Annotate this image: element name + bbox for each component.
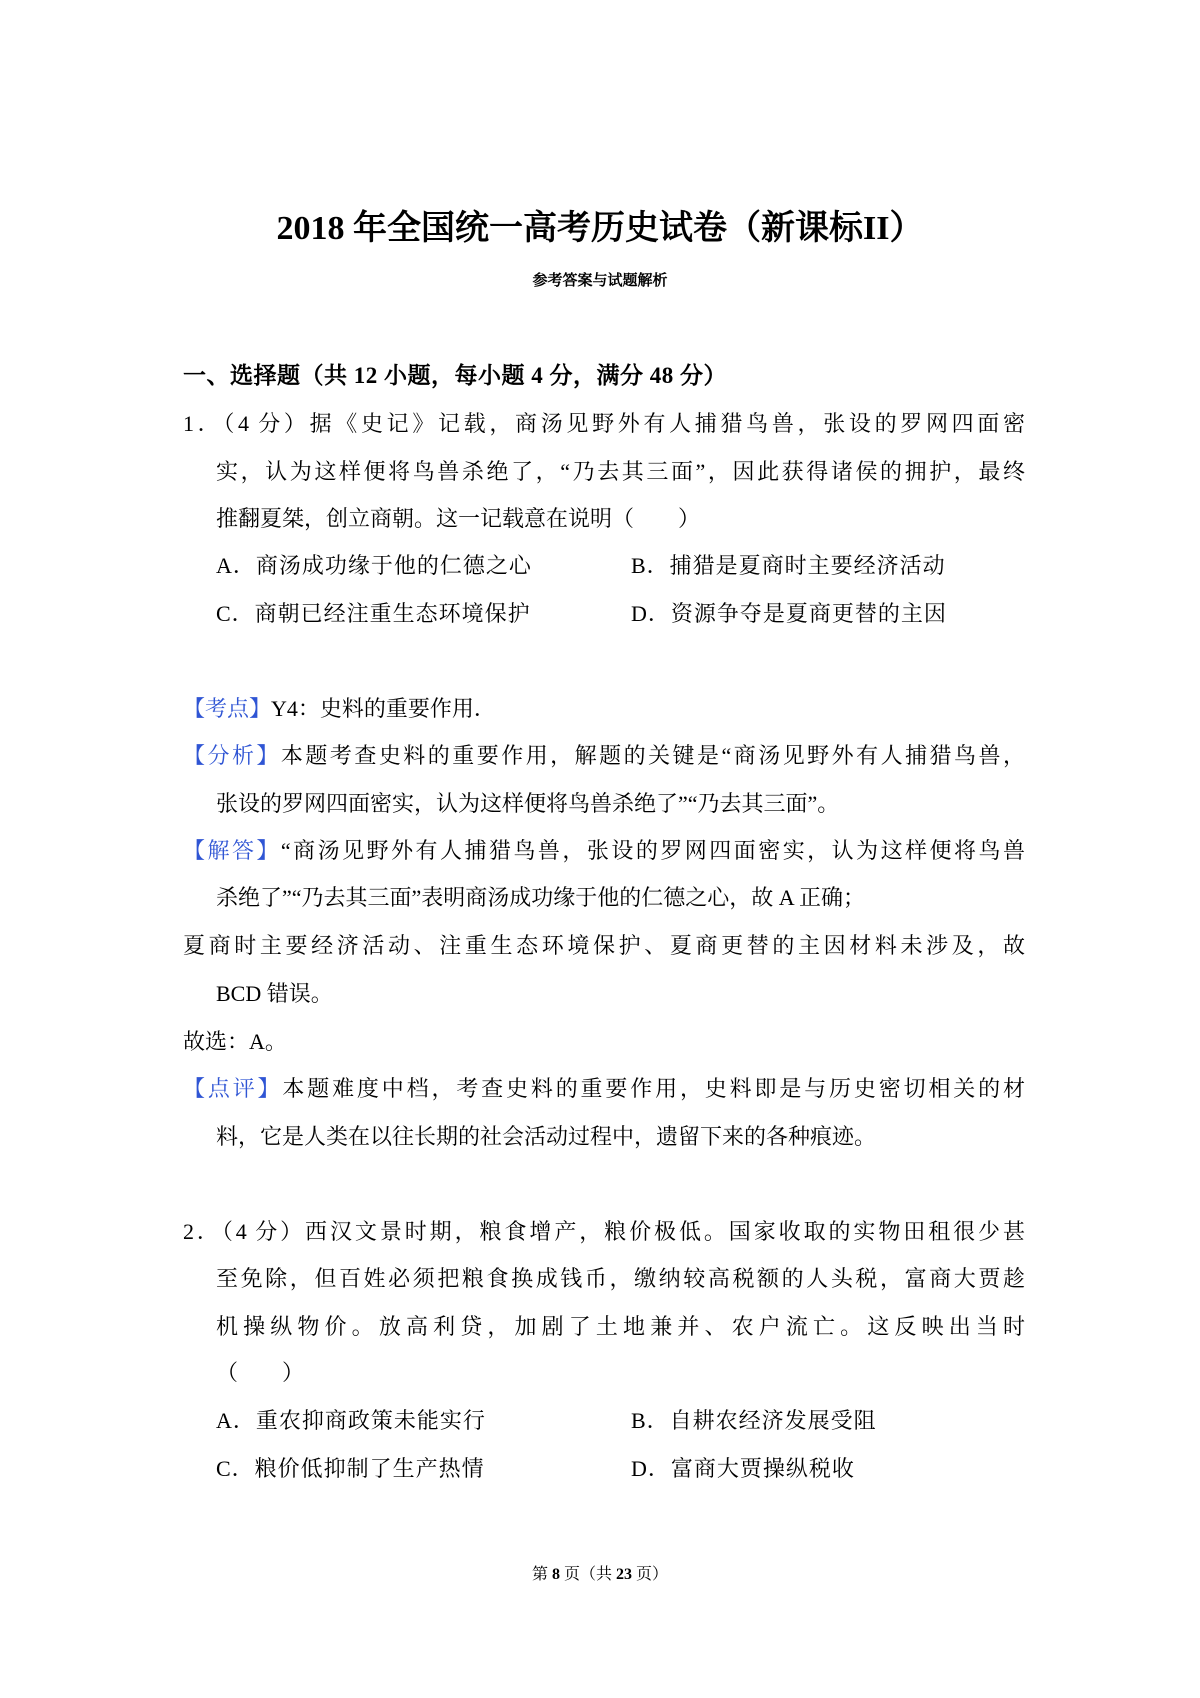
q1-option-b: B．捕猎是夏商时主要经济活动 <box>631 553 946 578</box>
fenxi-label: 【分析】 <box>183 743 281 768</box>
q2-stem-line-1: 2．（4 分）西汉文景时期，粮食增产，粮价极低。国家收取的实物田租很少甚 <box>183 1219 1025 1244</box>
section-heading: 一、选择题（共 12 小题，每小题 4 分，满分 48 分） <box>183 363 727 388</box>
q2-option-d: D．富商大贾操纵税收 <box>631 1456 855 1481</box>
q1-option-c: C．商朝已经注重生态环境保护 <box>216 601 531 626</box>
q1-jieda-line-2: 杀绝了”“乃去其三面”表明商汤成功缘于他的仁德之心，故 A 正确； <box>216 885 865 910</box>
footer-prefix: 第 <box>531 1566 548 1583</box>
fenxi-text-1: 本题考查史料的重要作用，解题的关键是“商汤见野外有人捕猎鸟兽， <box>280 743 1025 768</box>
q1-option-d: D．资源争夺是夏商更替的主因 <box>631 601 947 626</box>
q2-option-a: A．重农抑商政策未能实行 <box>216 1408 486 1433</box>
footer-total-pages: 23 <box>616 1566 632 1583</box>
q1-stem-line-2: 实，认为这样便将鸟兽杀绝了，“乃去其三面”，因此获得诸侯的拥护，最终 <box>216 459 1025 484</box>
q1-dianping-line-2: 料，它是人类在以往长期的社会活动过程中，遗留下来的各种痕迹。 <box>216 1124 877 1149</box>
q2-stem-line-3: 机操纵物价。放高利贷，加剧了土地兼并、农户流亡。这反映出当时 <box>216 1314 1025 1339</box>
footer-suffix: 页） <box>636 1566 669 1583</box>
q2-option-c: C．粮价低抑制了生产热情 <box>216 1456 485 1481</box>
kaodian-text: Y4：史料的重要作用． <box>271 696 496 721</box>
footer-page-number: 8 <box>551 1566 560 1583</box>
q2-stem-line-2: 至免除，但百姓必须把粮食换成钱币，缴纳较高税额的人头税，富商大贾趁 <box>216 1266 1025 1291</box>
q1-kaodian <box>183 694 1025 724</box>
dianping-text-1: 本题难度中档，考查史料的重要作用，史料即是与历史密切相关的材 <box>282 1076 1025 1101</box>
kaodian-label: 【考点】 <box>183 696 272 721</box>
q2-option-b: B．自耕农经济发展受阻 <box>631 1408 877 1433</box>
footer-middle: 页（共 <box>563 1566 612 1583</box>
q1-dianping-line-1 <box>183 1074 1025 1104</box>
q1-stem-line-1: 1．（4 分）据《史记》记载，商汤见野外有人捕猎鸟兽，张设的罗网四面密 <box>183 411 1025 436</box>
page-footer <box>0 1565 1200 1585</box>
dianping-label: 【点评】 <box>183 1076 283 1101</box>
q1-stem-line-3: 推翻夏桀，创立商朝。这一记载意在说明（ ） <box>216 506 701 531</box>
page-title: 2018 年全国统一高考历史试卷（新课标II） <box>276 210 924 247</box>
q2-stem-line-4: （ ） <box>216 1360 305 1385</box>
q1-jieda-line-1 <box>183 836 1025 866</box>
q1-fenxi-line-2: 张设的罗网四面密实，认为这样便将鸟兽杀绝了”“乃去其三面”。 <box>216 791 840 816</box>
q1-answer: 故选：A。 <box>183 1029 287 1054</box>
jieda-text-1: “商汤见野外有人捕猎鸟兽，张设的罗网四面密实，认为这样便将鸟兽 <box>280 838 1025 863</box>
page-subtitle: 参考答案与试题解析 <box>532 273 668 289</box>
q1-jieda-line-3: 夏商时主要经济活动、注重生态环境保护、夏商更替的主因材料未涉及，故 <box>183 933 1025 958</box>
q1-fenxi-line-1 <box>183 741 1025 771</box>
q1-option-a: A．商汤成功缘于他的仁德之心 <box>216 553 532 578</box>
jieda-label: 【解答】 <box>183 838 281 863</box>
q1-jieda-line-4: BCD 错误。 <box>216 981 333 1006</box>
